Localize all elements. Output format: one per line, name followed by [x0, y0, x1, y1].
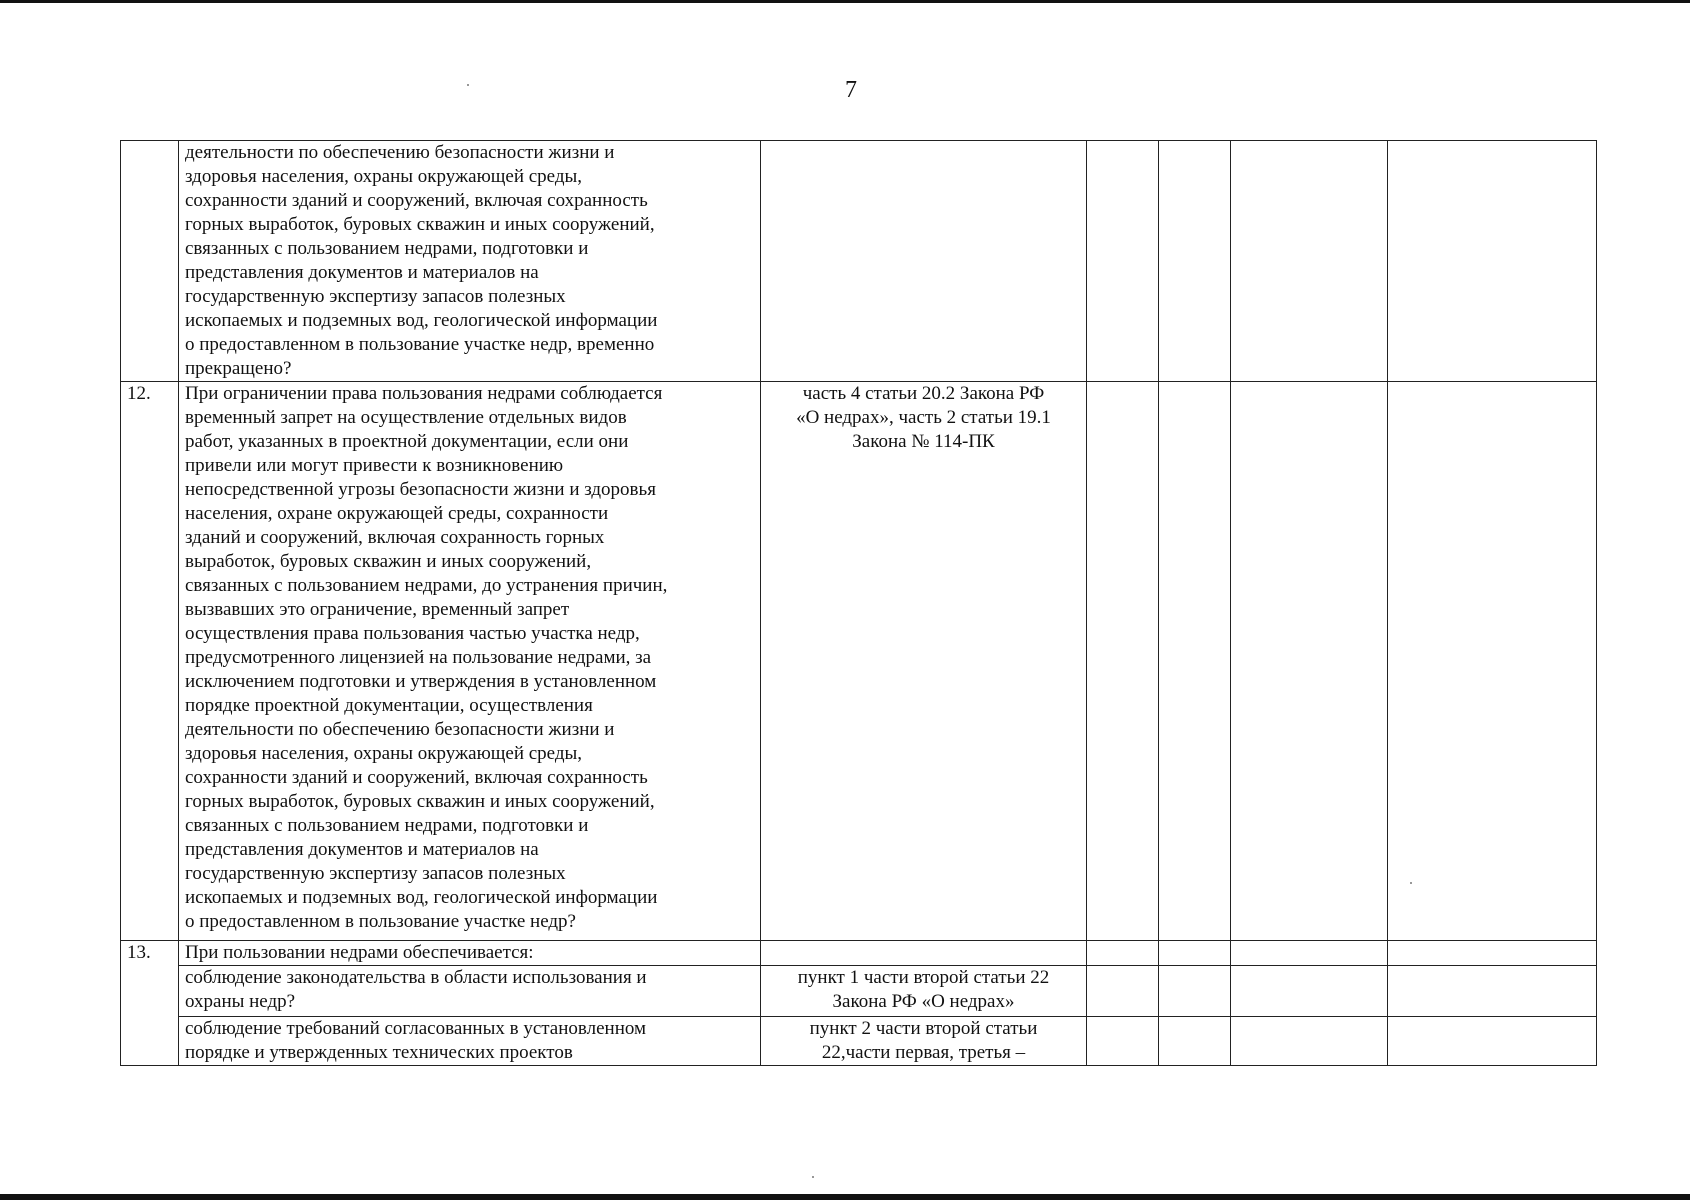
table-row	[121, 966, 1597, 1017]
checklist-table	[120, 140, 1597, 1066]
table-row	[121, 941, 1597, 966]
scan-speck	[1410, 882, 1412, 884]
answer-cell-yes	[1087, 966, 1159, 1017]
answer-cell-no	[1159, 1017, 1231, 1066]
answer-cell-not-applicable	[1231, 1017, 1388, 1066]
answer-cell-not-applicable	[1231, 382, 1388, 941]
legal-reference: пункт 2 части второй статьи 22,части первая, третья –	[761, 1017, 1087, 1066]
requirement-text: деятельности по обеспечению безопасности жизни и здоровья населения, охраны окружающей среды, сохранности зданий и сооружений, включая сохранность горных выработок, буровых скважин и иных сооружений, связанных с пользованием недрами, подготовки и представления документов и материалов на государственную экспертизу запасов полезных ископаемых и подземных вод, геологической информации о предоставленном в пользование участке недр, временно прекращено?	[179, 141, 761, 382]
answer-cell-yes	[1087, 1017, 1159, 1066]
notes-cell	[1388, 141, 1597, 382]
legal-reference	[761, 941, 1087, 966]
answer-cell-no	[1159, 382, 1231, 941]
notes-cell	[1388, 941, 1597, 966]
answer-cell-yes	[1087, 382, 1159, 941]
table-row	[121, 141, 1597, 382]
requirement-text: соблюдение законодательства в области использования и охраны недр?	[179, 966, 761, 1017]
row-number: 13.	[121, 941, 179, 1066]
answer-cell-yes	[1087, 941, 1159, 966]
answer-cell-no	[1159, 941, 1231, 966]
answer-cell-yes	[1087, 141, 1159, 382]
answer-cell-not-applicable	[1231, 141, 1388, 382]
answer-cell-not-applicable	[1231, 941, 1388, 966]
row-number	[121, 141, 179, 382]
page-number: 7	[845, 77, 857, 103]
answer-cell-not-applicable	[1231, 966, 1388, 1017]
legal-reference: часть 4 статьи 20.2 Закона РФ «О недрах», часть 2 статьи 19.1 Закона № 114-ПК	[761, 382, 1087, 941]
scan-speck	[812, 1176, 814, 1178]
table-row	[121, 382, 1597, 941]
scan-speck	[467, 84, 469, 86]
scan-bottom-edge	[0, 1194, 1690, 1200]
notes-cell	[1388, 1017, 1597, 1066]
answer-cell-no	[1159, 966, 1231, 1017]
table-row	[121, 1017, 1597, 1066]
scan-top-edge	[0, 0, 1690, 3]
notes-cell	[1388, 382, 1597, 941]
answer-cell-no	[1159, 141, 1231, 382]
requirement-text: При пользовании недрами обеспечивается:	[179, 941, 761, 966]
legal-reference	[761, 141, 1087, 382]
requirement-text: соблюдение требований согласованных в установленном порядке и утвержденных технических проектов	[179, 1017, 761, 1066]
row-number: 12.	[121, 382, 179, 941]
legal-reference: пункт 1 части второй статьи 22 Закона РФ «О недрах»	[761, 966, 1087, 1017]
requirement-text: При ограничении права пользования недрами соблюдается временный запрет на осуществление отдельных видов работ, указанных в проектной документации, если они привели или могут привести к возникновению непосредственной угрозы безопасности жизни и здоровья населения, охране окружающей среды, сохранности зданий и сооружений, включая сохранность горных выработок, буровых скважин и иных сооружений, связанных с пользованием недрами, до устранения причин, вызвавших это ограничение, временный запрет осуществления права пользования частью участка недр, предусмотренного лицензией на пользование недрами, за исключением подготовки и утверждения в установленном порядке проектной документации, осуществления деятельности по обеспечению безопасности жизни и здоровья населения, охраны окружающей среды, сохранности зданий и сооружений, включая сохранность горных выработок, буровых скважин и иных сооружений, связанных с пользованием недрами, подготовки и представления документов и материалов на государственную экспертизу запасов полезных ископаемых и подземных вод, геологической информации о предоставленном в пользование участке недр?	[179, 382, 761, 941]
notes-cell	[1388, 966, 1597, 1017]
